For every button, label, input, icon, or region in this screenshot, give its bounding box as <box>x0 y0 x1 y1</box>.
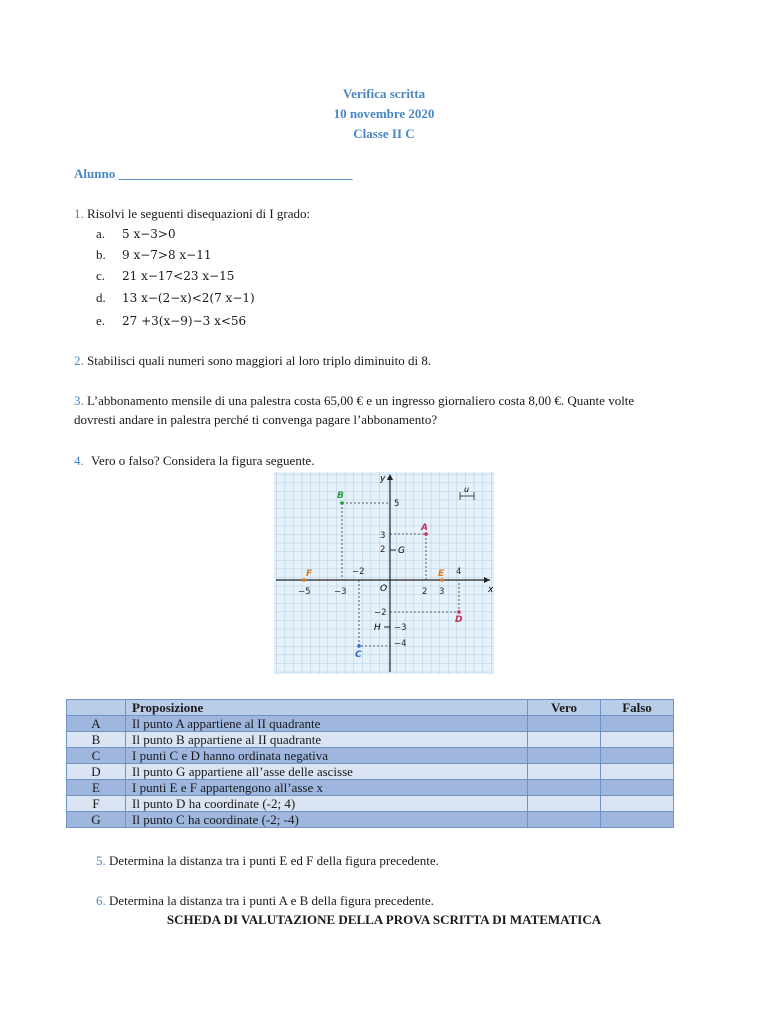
q5-number: 5. <box>96 853 106 868</box>
question-6 <box>96 893 434 909</box>
row-key: D <box>67 764 126 780</box>
cell-false[interactable] <box>601 780 674 796</box>
cell-true[interactable] <box>528 812 601 828</box>
q2-text: Stabilisci quali numeri sono maggiori al loro triplo diminuito di 8. <box>87 353 432 368</box>
q1-item-expr: 21 x−17<23 x−15 <box>122 269 235 283</box>
cell-true[interactable] <box>528 796 601 812</box>
cell-true[interactable] <box>528 716 601 732</box>
table-row <box>67 812 674 828</box>
evaluation-sheet-title: SCHEDA DI VALUTAZIONE DELLA PROVA SCRITTA DI MATEMATICA <box>166 912 602 927</box>
row-key: A <box>67 716 126 732</box>
q4-number: 4. <box>74 453 84 468</box>
doc-title: Verifica scritta <box>342 86 426 101</box>
q1-item-expr: 13 x−(2−x)<2(7 x−1) <box>122 291 255 305</box>
table-row <box>67 716 674 732</box>
q1-item-expr: 9 x−7>8 x−11 <box>122 248 212 262</box>
table-header-proposition: Proposizione <box>126 700 528 716</box>
coordinate-plane-figure <box>274 472 494 674</box>
tick-y-2: 2 <box>380 545 386 555</box>
q1-number: 1. <box>74 206 84 221</box>
point-d-dot <box>457 610 461 614</box>
q1-item-e <box>96 313 246 329</box>
table-row <box>67 780 674 796</box>
tick-x-m2: −2 <box>352 567 365 577</box>
q3-line1: L’abbonamento mensile di una palestra costa 65,00 € e un ingresso giornaliero costa 8,00 €. Quante volte <box>87 393 635 408</box>
axis-y-label: y <box>380 474 386 484</box>
question-3 <box>74 393 714 428</box>
unit-label: u <box>464 485 470 494</box>
q3-line2: dovresti andare in palestra perché ti convenga pagare l’abbonamento? <box>74 412 438 427</box>
row-text: Il punto D ha coordinate (-2; 4) <box>126 796 528 812</box>
row-text: Il punto G appartiene all’asse delle ascisse <box>126 764 528 780</box>
row-text: Il punto B appartiene al II quadrante <box>126 732 528 748</box>
q1-item-label: b. <box>96 247 106 262</box>
q1-item-b <box>96 247 212 263</box>
q1-item-label: d. <box>96 290 106 305</box>
cell-true[interactable] <box>528 780 601 796</box>
q6-number: 6. <box>96 893 106 908</box>
q1-item-label: a. <box>96 226 106 241</box>
q1-item-a <box>96 226 176 242</box>
row-key: E <box>67 780 126 796</box>
true-false-table <box>66 699 674 828</box>
axis-x-label: x <box>488 585 494 595</box>
point-d-label: D <box>455 615 463 625</box>
tick-y-m3: −3 <box>394 623 407 633</box>
row-text: Il punto C ha coordinate (-2; -4) <box>126 812 528 828</box>
q6-text: Determina la distanza tra i punti A e B della figura precedente. <box>109 893 434 908</box>
point-g-label: G <box>398 546 405 556</box>
tick-y-m2: −2 <box>374 608 387 618</box>
doc-class: Classe II C <box>353 126 415 141</box>
point-e-label: E <box>438 569 445 579</box>
student-label: Alunno <box>74 166 116 181</box>
row-key: G <box>67 812 126 828</box>
question-2 <box>74 353 431 369</box>
student-blank: ____________________________________ <box>118 166 353 181</box>
q4-text: Vero o falso? Considera la figura seguente. <box>91 453 315 468</box>
student-line[interactable] <box>74 166 352 182</box>
point-c-label: C <box>355 650 362 660</box>
q1-item-label: c. <box>96 268 106 283</box>
cell-false[interactable] <box>601 716 674 732</box>
table-header-true: Vero <box>528 700 601 716</box>
tick-y-5: 5 <box>394 499 400 509</box>
q2-number: 2. <box>74 353 84 368</box>
q1-item-c <box>96 268 234 284</box>
cell-true[interactable] <box>528 764 601 780</box>
row-text: Il punto A appartiene al II quadrante <box>126 716 528 732</box>
cell-true[interactable] <box>528 748 601 764</box>
point-b-dot <box>340 501 344 505</box>
cell-true[interactable] <box>528 732 601 748</box>
cell-false[interactable] <box>601 812 674 828</box>
tick-x-2: 2 <box>422 587 428 597</box>
cell-false[interactable] <box>601 748 674 764</box>
row-key: F <box>67 796 126 812</box>
row-key: B <box>67 732 126 748</box>
table-row <box>67 732 674 748</box>
point-c-dot <box>357 644 361 648</box>
tick-x-m3: −3 <box>334 587 347 597</box>
doc-date: 10 novembre 2020 <box>333 106 435 121</box>
tick-x-m5: −5 <box>298 587 311 597</box>
cell-false[interactable] <box>601 732 674 748</box>
q1-item-d <box>96 290 255 306</box>
tick-y-3: 3 <box>380 531 386 541</box>
table-row <box>67 748 674 764</box>
question-1 <box>74 206 310 222</box>
q3-number: 3. <box>74 393 84 408</box>
point-b-label: B <box>337 491 344 501</box>
table-header-key <box>67 700 126 716</box>
point-h-label: H <box>374 623 381 633</box>
cell-false[interactable] <box>601 796 674 812</box>
q1-item-label: e. <box>96 313 106 328</box>
table-row <box>67 764 674 780</box>
question-4 <box>74 453 314 469</box>
q1-text: Risolvi le seguenti disequazioni di I grado: <box>87 206 311 221</box>
cell-false[interactable] <box>601 764 674 780</box>
table-row <box>67 796 674 812</box>
tick-y-m4: −4 <box>394 639 407 649</box>
tick-x-4: 4 <box>456 567 462 577</box>
point-f-label: F <box>306 569 313 579</box>
q1-item-expr: 27 +3(x−9)−3 x<56 <box>122 314 247 328</box>
q5-text: Determina la distanza tra i punti E ed F della figura precedente. <box>109 853 439 868</box>
row-text: I punti E e F appartengono all’asse x <box>126 780 528 796</box>
q1-item-expr: 5 x−3>0 <box>122 227 176 241</box>
table-header-false: Falso <box>601 700 674 716</box>
row-key: C <box>67 748 126 764</box>
tick-x-3: 3 <box>439 587 445 597</box>
question-5 <box>96 853 439 869</box>
origin-label: O <box>380 584 388 594</box>
point-a-label: A <box>421 523 428 533</box>
row-text: I punti C e D hanno ordinata negativa <box>126 748 528 764</box>
table-header-row <box>67 700 674 716</box>
